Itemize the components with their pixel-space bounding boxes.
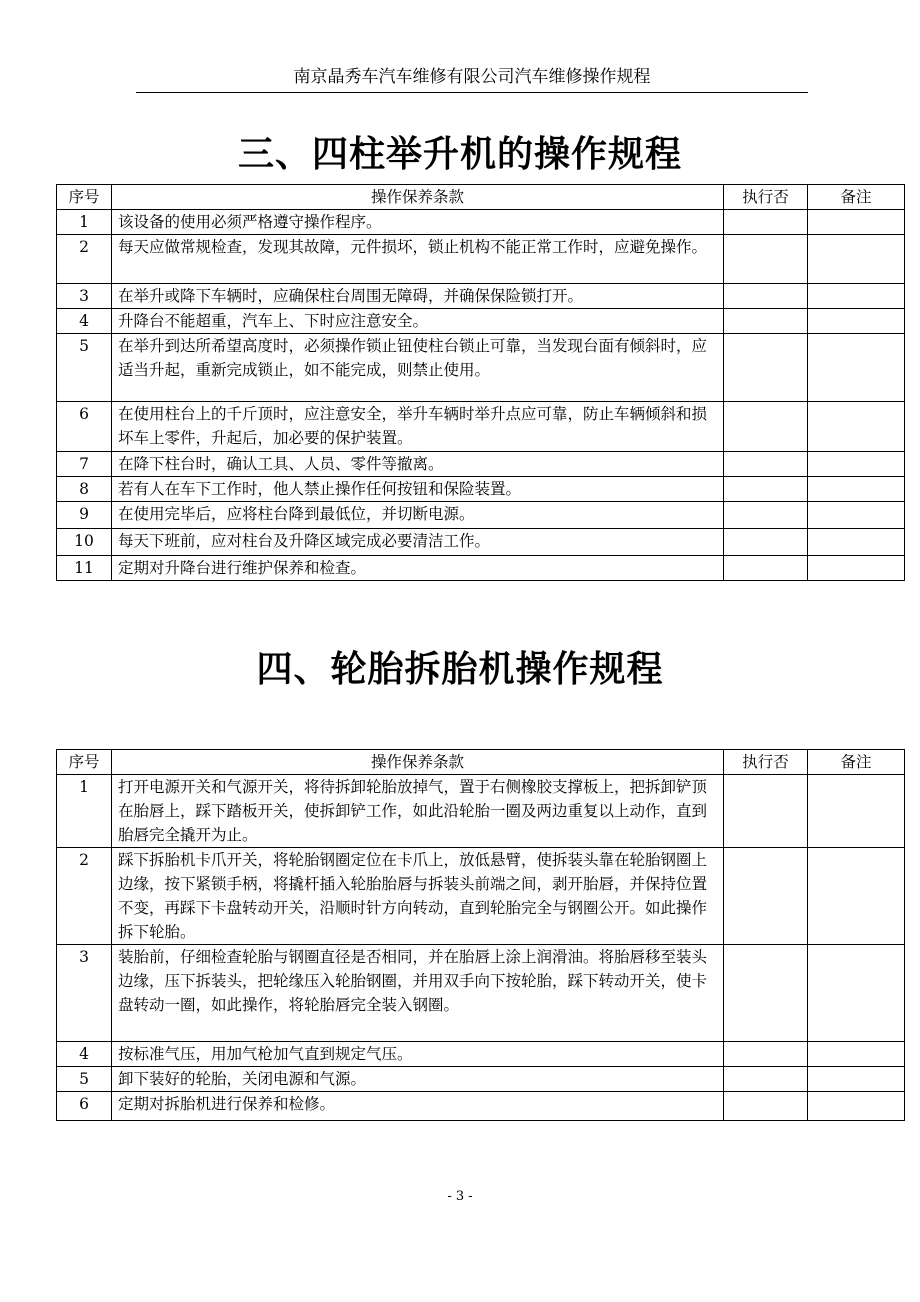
done-cell: [724, 1067, 808, 1092]
note-cell: [808, 235, 905, 284]
row-num: 10: [57, 529, 112, 556]
row-text: 踩下拆胎机卡爪开关，将轮胎钢圈定位在卡爪上，放低悬臂，使拆装头靠在轮胎钢圈上边缘，按下紧锁手柄，将撬杆插入轮胎胎唇与拆装头前端之间，剥开胎唇，并保持位置不变，再踩下卡盘转动开关，沿顺时针方向转动，直到轮胎完全与钢圈公开。如此操作拆下轮胎。: [112, 848, 724, 945]
row-text: 若有人在车下工作时，他人禁止操作任何按钮和保险装置。: [112, 477, 724, 502]
done-cell: [724, 775, 808, 848]
row-text: 定期对拆胎机进行保养和检修。: [112, 1092, 724, 1121]
row-num: 1: [57, 210, 112, 235]
table-row: [57, 1042, 905, 1067]
table-row: [57, 945, 905, 1042]
col-header-done: 执行否: [724, 185, 808, 210]
table-row: [57, 556, 905, 581]
table-row: [57, 402, 905, 452]
note-cell: [808, 1092, 905, 1121]
table-row: [57, 529, 905, 556]
table-row: [57, 1067, 905, 1092]
row-text: 每天下班前，应对柱台及升降区域完成必要清洁工作。: [112, 529, 724, 556]
table-row: [57, 334, 905, 402]
done-cell: [724, 556, 808, 581]
row-text: 升降台不能超重，汽车上、下时应注意安全。: [112, 309, 724, 334]
table-row: [57, 309, 905, 334]
row-text: 定期对升降台进行维护保养和检查。: [112, 556, 724, 581]
row-num: 2: [57, 235, 112, 284]
row-text: 该设备的使用必须严格遵守操作程序。: [112, 210, 724, 235]
note-cell: [808, 210, 905, 235]
row-text: 按标准气压，用加气枪加气直到规定气压。: [112, 1042, 724, 1067]
note-cell: [808, 309, 905, 334]
row-text: 在降下柱台时，确认工具、人员、零件等撤离。: [112, 452, 724, 477]
done-cell: [724, 284, 808, 309]
row-text: 在使用完毕后，应将柱台降到最低位，并切断电源。: [112, 502, 724, 529]
table-row: [57, 775, 905, 848]
row-num: 8: [57, 477, 112, 502]
done-cell: [724, 529, 808, 556]
table-header-row: [57, 185, 905, 210]
done-cell: [724, 848, 808, 945]
section-title-tire-changer: 四、轮胎拆胎机操作规程: [256, 649, 664, 690]
note-cell: [808, 945, 905, 1042]
col-header-note: 备注: [808, 750, 905, 775]
row-num: 3: [57, 284, 112, 309]
row-text: 打开电源开关和气源开关，将待拆卸轮胎放掉气，置于右侧橡胶支撑板上，把拆卸铲顶在胎唇上，踩下踏板开关，使拆卸铲工作，如此沿轮胎一圈及两边重复以上动作，直到胎唇完全撬开为止。: [112, 775, 724, 848]
row-num: 6: [57, 1092, 112, 1121]
row-num: 9: [57, 502, 112, 529]
note-cell: [808, 1042, 905, 1067]
row-text: 卸下装好的轮胎，关闭电源和气源。: [112, 1067, 724, 1092]
page-header: 南京晶秀车汽车维修有限公司汽车维修操作规程: [136, 64, 808, 93]
table-row: [57, 502, 905, 529]
table-row: [57, 848, 905, 945]
row-text: 在举升或降下车辆时，应确保柱台周围无障碍，并确保保险锁打开。: [112, 284, 724, 309]
row-text: 装胎前，仔细检查轮胎与钢圈直径是否相同，并在胎唇上涂上润滑油。将胎唇移至装头边缘，压下拆装头，把轮缘压入轮胎钢圈，并用双手向下按轮胎，踩下转动开关，使卡盘转动一圈，如此操作，将轮胎唇完全装入钢圈。: [112, 945, 724, 1042]
lift-procedure-table: [56, 184, 905, 581]
note-cell: [808, 775, 905, 848]
done-cell: [724, 210, 808, 235]
table-row: [57, 235, 905, 284]
col-header-item: 操作保养条款: [112, 185, 724, 210]
row-num: 3: [57, 945, 112, 1042]
row-num: 6: [57, 402, 112, 452]
done-cell: [724, 945, 808, 1042]
col-header-note: 备注: [808, 185, 905, 210]
col-header-item: 操作保养条款: [112, 750, 724, 775]
done-cell: [724, 334, 808, 402]
row-text: 在使用柱台上的千斤顶时，应注意安全，举升车辆时举升点应可靠，防止车辆倾斜和损坏车上零件，升起后，加必要的保护装置。: [112, 402, 724, 452]
page-number: - 3 -: [447, 1189, 473, 1204]
done-cell: [724, 235, 808, 284]
note-cell: [808, 848, 905, 945]
note-cell: [808, 502, 905, 529]
note-cell: [808, 477, 905, 502]
note-cell: [808, 334, 905, 402]
row-num: 4: [57, 1042, 112, 1067]
row-text: 每天应做常规检查，发现其故障，元件损坏，锁止机构不能正常工作时，应避免操作。: [112, 235, 724, 284]
row-num: 5: [57, 1067, 112, 1092]
note-cell: [808, 402, 905, 452]
done-cell: [724, 452, 808, 477]
done-cell: [724, 1092, 808, 1121]
done-cell: [724, 309, 808, 334]
row-num: 11: [57, 556, 112, 581]
note-cell: [808, 529, 905, 556]
table-row: [57, 284, 905, 309]
done-cell: [724, 1042, 808, 1067]
table-row: [57, 210, 905, 235]
done-cell: [724, 402, 808, 452]
row-num: 7: [57, 452, 112, 477]
tire-changer-procedure-table: [56, 749, 905, 1121]
table-header-row: [57, 750, 905, 775]
note-cell: [808, 284, 905, 309]
note-cell: [808, 556, 905, 581]
col-header-num: 序号: [57, 750, 112, 775]
row-num: 4: [57, 309, 112, 334]
section-title-lift: 三、四柱举升机的操作规程: [237, 134, 682, 175]
note-cell: [808, 452, 905, 477]
table-row: [57, 477, 905, 502]
note-cell: [808, 1067, 905, 1092]
col-header-done: 执行否: [724, 750, 808, 775]
done-cell: [724, 477, 808, 502]
row-num: 1: [57, 775, 112, 848]
table-row: [57, 452, 905, 477]
table-row: [57, 1092, 905, 1121]
row-num: 2: [57, 848, 112, 945]
row-num: 5: [57, 334, 112, 402]
col-header-num: 序号: [57, 185, 112, 210]
row-text: 在举升到达所希望高度时，必须操作锁止钮使柱台锁止可靠，当发现台面有倾斜时，应适当升起，重新完成锁止，如不能完成，则禁止使用。: [112, 334, 724, 402]
done-cell: [724, 502, 808, 529]
